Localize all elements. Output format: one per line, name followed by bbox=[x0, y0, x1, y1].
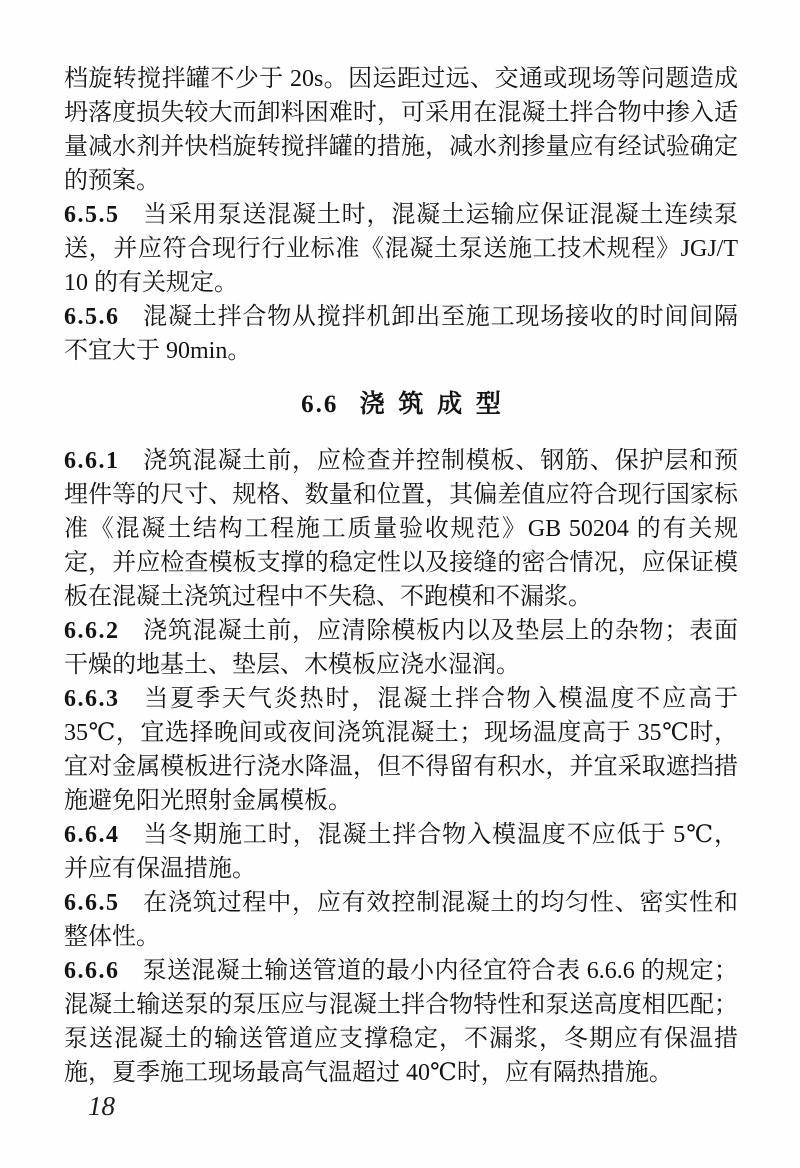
section-heading bbox=[64, 390, 738, 420]
clause-number: 6.6.4 bbox=[64, 822, 120, 848]
clause-text: 泵送混凝土输送管道的最小内径宜符合表 6.6.6 的规定；混凝土输送泵的泵压应与混凝土拌合物特性和泵送高度相匹配；泵送混凝土的输送管道应支撑稳定，不漏浆，冬期应有保温措施，夏季施工现场最高气温超过 40℃时，应有隔热措施。 bbox=[64, 958, 738, 1086]
clause-6-6-6 bbox=[64, 954, 738, 1090]
text-block bbox=[64, 62, 738, 1090]
page-number: 18 bbox=[88, 1091, 115, 1121]
clause-6-6-2 bbox=[64, 614, 738, 682]
clause-number: 6.6.6 bbox=[64, 958, 120, 984]
clause-6-5-5 bbox=[64, 198, 738, 300]
clause-text: 当采用泵送混凝土时，混凝土运输应保证混凝土连续泵送，并应符合现行行业标准《混凝土泵送施工技术规程》JGJ/T 10 的有关规定。 bbox=[64, 202, 738, 296]
clause-text: 当冬期施工时，混凝土拌合物入模温度不应低于 5℃，并应有保温措施。 bbox=[64, 822, 738, 882]
clause-6-6-5 bbox=[64, 886, 738, 954]
clause-number: 6.6.5 bbox=[64, 890, 120, 916]
clause-text: 当夏季天气炎热时，混凝土拌合物入模温度不应高于 35℃，宜选择晚间或夜间浇筑混凝土；现场温度高于 35℃时，宜对金属模板进行浇水降温，但不得留有积水，并宜采取遮挡措施避免阳光照射金属模板。 bbox=[64, 686, 738, 814]
paragraph-continuation: 档旋转搅拌罐不少于 20s。因运距过远、交通或现场等问题造成坍落度损失较大而卸料困难时，可采用在混凝土拌合物中掺入适量减水剂并快档旋转搅拌罐的措施，减水剂掺量应有经试验确定的预案。 bbox=[64, 66, 738, 194]
clause-text: 在浇筑过程中，应有效控制混凝土的均匀性、密实性和整体性。 bbox=[64, 890, 738, 950]
clause-6-5-6 bbox=[64, 300, 738, 368]
clause-6-6-1 bbox=[64, 444, 738, 614]
clause-number: 6.5.6 bbox=[64, 304, 120, 330]
clause-text: 浇筑混凝土前，应清除模板内以及垫层上的杂物；表面干燥的地基土、垫层、木模板应浇水湿润。 bbox=[64, 618, 738, 678]
clause-text: 混凝土拌合物从搅拌机卸出至施工现场接收的时间间隔不宜大于 90min。 bbox=[64, 304, 738, 364]
clause-6-6-4 bbox=[64, 818, 738, 886]
clause-number: 6.6.1 bbox=[64, 448, 120, 474]
clause-6-6-3 bbox=[64, 682, 738, 818]
clause-number: 6.6.2 bbox=[64, 618, 120, 644]
section-heading-title: 浇筑成型 bbox=[359, 391, 515, 418]
clause-number: 6.5.5 bbox=[64, 202, 120, 228]
clause-text: 浇筑混凝土前，应检查并控制模板、钢筋、保护层和预埋件等的尺寸、规格、数量和位置，其偏差值应符合现行国家标准《混凝土结构工程施工质量验收规范》GB 50204 的有关规定，并应检查模板支撑的稳定性以及接缝的密合情况，应保证模板在混凝土浇筑过程中不失稳、不跑模和不漏浆。 bbox=[64, 448, 738, 610]
clause-number: 6.6.3 bbox=[64, 686, 120, 712]
section-heading-number: 6.6 bbox=[301, 391, 339, 418]
